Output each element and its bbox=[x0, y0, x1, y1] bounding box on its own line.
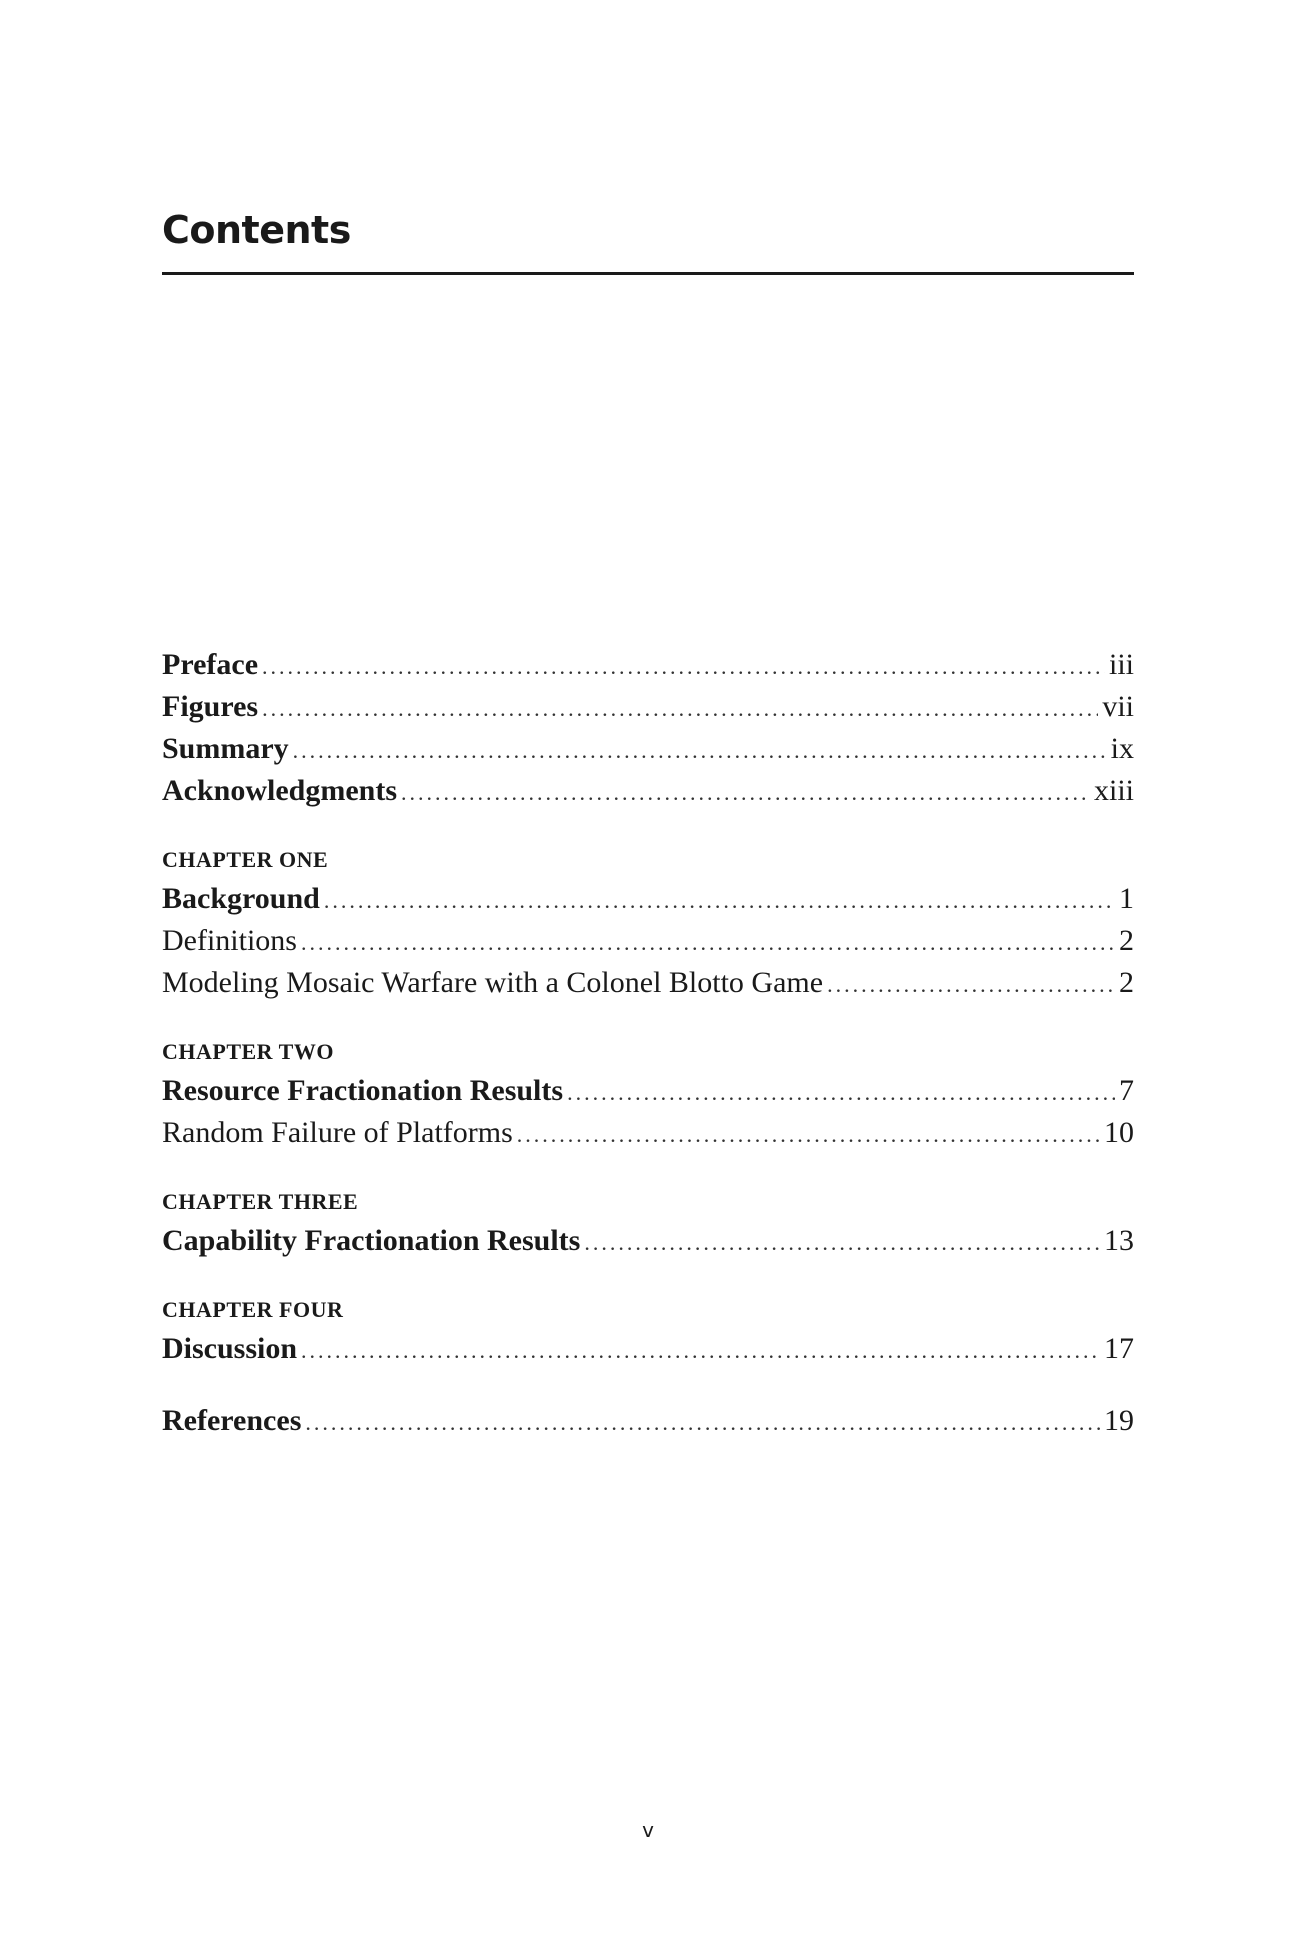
dot-leader bbox=[584, 1222, 1100, 1264]
page-number: v bbox=[642, 1818, 654, 1842]
toc-entry-figures[interactable] bbox=[162, 686, 1134, 728]
dot-leader bbox=[262, 646, 1105, 688]
toc-entry-page: 1 bbox=[1119, 882, 1134, 915]
dot-leader bbox=[401, 772, 1090, 814]
toc-section-entry[interactable] bbox=[162, 962, 1134, 1004]
toc-section-entry[interactable] bbox=[162, 920, 1134, 962]
title-rule bbox=[162, 272, 1134, 275]
toc-chapter-entry[interactable] bbox=[162, 878, 1134, 920]
toc-entry-title: Capability Fractionation Results bbox=[162, 1224, 581, 1257]
toc-entry-title: Modeling Mosaic Warfare with a Colonel Blotto Game bbox=[162, 966, 824, 999]
toc-entry-title: Summary bbox=[162, 732, 289, 765]
dot-leader bbox=[567, 1072, 1115, 1114]
chapter-label: CHAPTER TWO bbox=[162, 1039, 334, 1064]
toc-entry-title: Acknowledgments bbox=[162, 774, 398, 807]
toc-entry-preface[interactable] bbox=[162, 644, 1134, 686]
toc-entry-page: ix bbox=[1110, 732, 1134, 765]
toc-entry-title: Figures bbox=[162, 690, 259, 723]
toc-entry-title: References bbox=[162, 1404, 302, 1437]
toc-entry-title: Discussion bbox=[162, 1332, 298, 1365]
toc-entry-page: vii bbox=[1102, 690, 1134, 723]
table-of-contents bbox=[162, 644, 1134, 1442]
toc-entry-title: Definitions bbox=[162, 924, 297, 957]
toc-chapter-entry[interactable] bbox=[162, 1220, 1134, 1262]
dot-leader bbox=[827, 964, 1115, 1006]
dot-leader bbox=[305, 1402, 1100, 1444]
dot-leader bbox=[301, 922, 1115, 964]
toc-entry-page: 19 bbox=[1104, 1404, 1134, 1437]
toc-entry-page: xiii bbox=[1093, 774, 1134, 807]
toc-section-entry[interactable] bbox=[162, 1112, 1134, 1154]
toc-entry-title: Preface bbox=[162, 648, 259, 681]
page-title: Contents bbox=[162, 208, 351, 252]
chapter-label: CHAPTER THREE bbox=[162, 1189, 359, 1214]
toc-entry-page: 2 bbox=[1119, 966, 1134, 999]
toc-entry-title: Resource Fractionation Results bbox=[162, 1074, 564, 1107]
toc-entry-page: 10 bbox=[1104, 1116, 1134, 1149]
toc-entry-title: Random Failure of Platforms bbox=[162, 1116, 513, 1149]
toc-entry-page: 2 bbox=[1119, 924, 1134, 957]
chapter-label: CHAPTER FOUR bbox=[162, 1297, 344, 1322]
toc-chapter-entry[interactable] bbox=[162, 1328, 1134, 1370]
dot-leader bbox=[517, 1114, 1100, 1156]
toc-entry-page: 17 bbox=[1104, 1332, 1134, 1365]
dot-leader bbox=[301, 1330, 1100, 1372]
toc-entry-page: iii bbox=[1108, 648, 1134, 681]
toc-entry-page: 13 bbox=[1104, 1224, 1134, 1257]
toc-chapter-entry[interactable] bbox=[162, 1070, 1134, 1112]
dot-leader bbox=[262, 688, 1098, 730]
chapter-label: CHAPTER ONE bbox=[162, 847, 329, 872]
toc-entry-acknowledgments[interactable] bbox=[162, 770, 1134, 812]
toc-entry-references[interactable] bbox=[162, 1400, 1134, 1442]
toc-entry-page: 7 bbox=[1119, 1074, 1134, 1107]
dot-leader bbox=[324, 880, 1115, 922]
toc-entry-summary[interactable] bbox=[162, 728, 1134, 770]
toc-entry-title: Background bbox=[162, 882, 320, 915]
dot-leader bbox=[293, 730, 1107, 772]
